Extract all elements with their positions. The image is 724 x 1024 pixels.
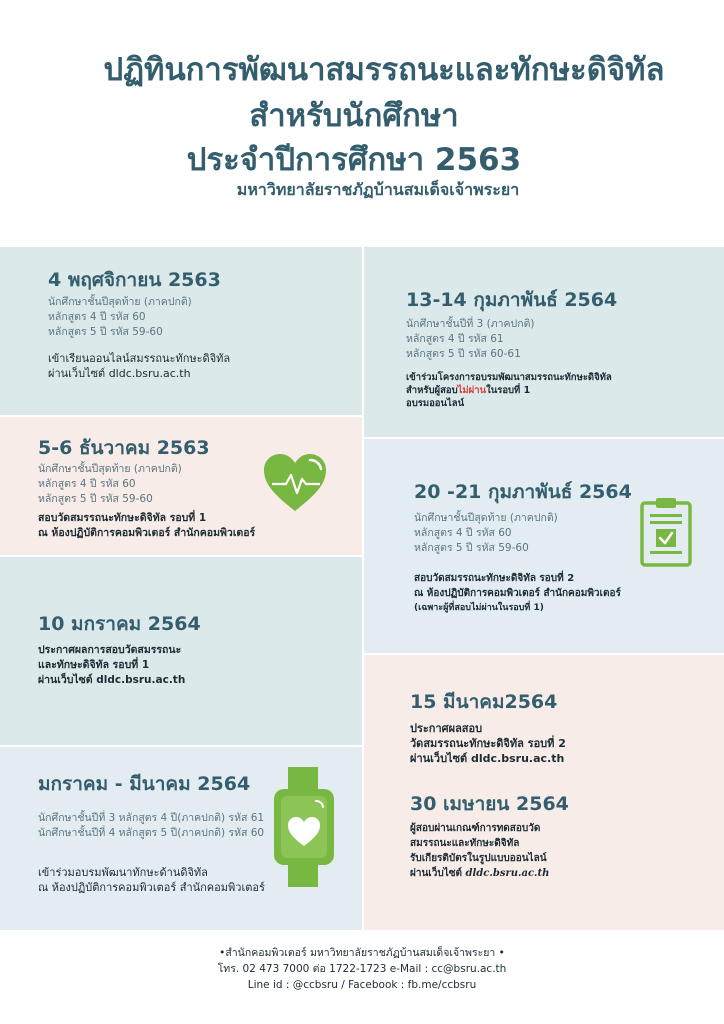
- event-audience: นักศึกษาชั้นปีที่ 3 (ภาคปกติ) หลักสูตร 4 ปี รหัส 61 หลักสูตร 5 ปี รหัส 60-61: [406, 318, 535, 360]
- event-description-mar15: ประกาศผลสอบ วัดสมรรถนะทักษะดิจิทัล รอบที่ 2 ผ่านเว็บไซต์ dldc.bsru.ac.th: [410, 722, 566, 765]
- event-date-mar15: 15 มีนาคม2564: [410, 691, 558, 713]
- event-date-apr30: 30 เมษายน 2564: [410, 793, 569, 815]
- page-title: ปฏิทินการพัฒนาสมรรถนะและทักษะดิจิทัล: [103, 52, 665, 88]
- event-audience: นักศึกษาชั้นปีที่ 3 หลักสูตร 4 ปี(ภาคปกติ) รหัส 61 นักศึกษาชั้นปีที่ 4 หลักสูตร 5 ปี(ภาคปกติ) รหัส 60: [38, 812, 265, 839]
- event-date: 10 มกราคม 2564: [38, 613, 201, 635]
- event-date: มกราคม - มีนาคม 2564: [38, 773, 251, 795]
- event-nov4: [0, 247, 362, 415]
- event-date: 13-14 กุมภาพันธ์ 2564: [406, 289, 618, 311]
- smartwatch-heart-icon: [272, 767, 336, 887]
- header: [0, 0, 724, 245]
- event-description: สอบวัดสมรรถนะทักษะดิจิทัล รอบที่ 1 ณ ห้องปฏิบัติการคอมพิวเตอร์ สำนักคอมพิวเตอร์: [38, 512, 256, 539]
- event-date: 4 พฤศจิกายน 2563: [48, 269, 221, 291]
- event-description: ประกาศผลการสอบวัดสมรรถนะ และทักษะดิจิทัล รอบที่ 1 ผ่านเว็บไซต์ dldc.bsru.ac.th: [38, 644, 186, 686]
- footer-contact: โทร. 02 473 7000 ต่อ 1722-1723 e-Mail : cc@bsru.ac.th: [217, 963, 507, 975]
- event-note: (เฉพาะผู้ที่สอบไม่ผ่านในรอบที่ 1): [414, 603, 544, 613]
- event-dec5: [0, 417, 362, 555]
- event-date: 20 -21 กุมภาพันธ์ 2564: [414, 481, 632, 503]
- event-description: สอบวัดสมรรถนะทักษะดิจิทัล รอบที่ 2 ณ ห้องปฏิบัติการคอมพิวเตอร์ สำนักคอมพิวเตอร์: [414, 573, 621, 599]
- footer: [0, 945, 724, 993]
- event-description: เข้าร่วมอบรมพัฒนาทักษะด้านดิจิทัล ณ ห้องปฏิบัติการคอมพิวเตอร์ สำนักคอมพิวเตอร์: [38, 866, 265, 894]
- page-title-line2: สำหรับนักศึกษา: [249, 98, 459, 134]
- event-description: เข้าร่วมโครงการอบรมพัฒนาสมรรถนะทักษะดิจิทัล สำหรับผู้สอบไม่ผ่านในรอบที่ 1 อบรมออนไลน์: [406, 372, 612, 409]
- clipboard-check-icon: [640, 497, 692, 567]
- event-description: เข้าเรียนออนไลน์สมรรถนะทักษะดิจิทัล ผ่านเว็บไซต์ dldc.bsru.ac.th: [48, 352, 231, 380]
- event-audience: นักศึกษาชั้นปีสุดท้าย (ภาคปกติ) หลักสูตร 4 ปี รหัส 60 หลักสูตร 5 ปี รหัส 59-60: [48, 296, 192, 338]
- event-jan10: [0, 557, 362, 745]
- event-mar15-apr30: [364, 655, 724, 930]
- footer-org: •สำนักคอมพิวเตอร์ มหาวิทยาลัยราชภัฏบ้านสมเด็จเจ้าพระยา •: [219, 947, 505, 959]
- event-audience: นักศึกษาชั้นปีสุดท้าย (ภาคปกติ) หลักสูตร 4 ปี รหัส 60 หลักสูตร 5 ปี รหัส 59-60: [38, 463, 182, 505]
- event-description-apr30: ผู้สอบผ่านเกณฑ์การทดสอบวัด สมรรถนะและทักษะดิจิทัล รับเกียรติบัตรในรูปแบบออนไลน์ ผ่านเว็บไซต์ dldc.bsru.ac.th: [410, 823, 550, 879]
- event-janmar: [0, 747, 362, 930]
- event-feb20: [364, 439, 724, 653]
- heart-monitor-icon: [262, 453, 328, 513]
- event-audience: นักศึกษาชั้นปีสุดท้าย (ภาคปกติ) หลักสูตร 4 ปี รหัส 60 หลักสูตร 5 ปี รหัส 59-60: [414, 512, 558, 554]
- event-feb13: [364, 247, 724, 437]
- footer-social: Line id : @ccbsru / Facebook : fb.me/ccbsru: [247, 979, 477, 991]
- university-name: มหาวิทยาลัยราชภัฏบ้านสมเด็จเจ้าพระยา: [236, 180, 520, 199]
- page-title-line3: ประจำปีการศึกษา 2563: [186, 142, 522, 178]
- event-date: 5-6 ธันวาคม 2563: [38, 437, 210, 459]
